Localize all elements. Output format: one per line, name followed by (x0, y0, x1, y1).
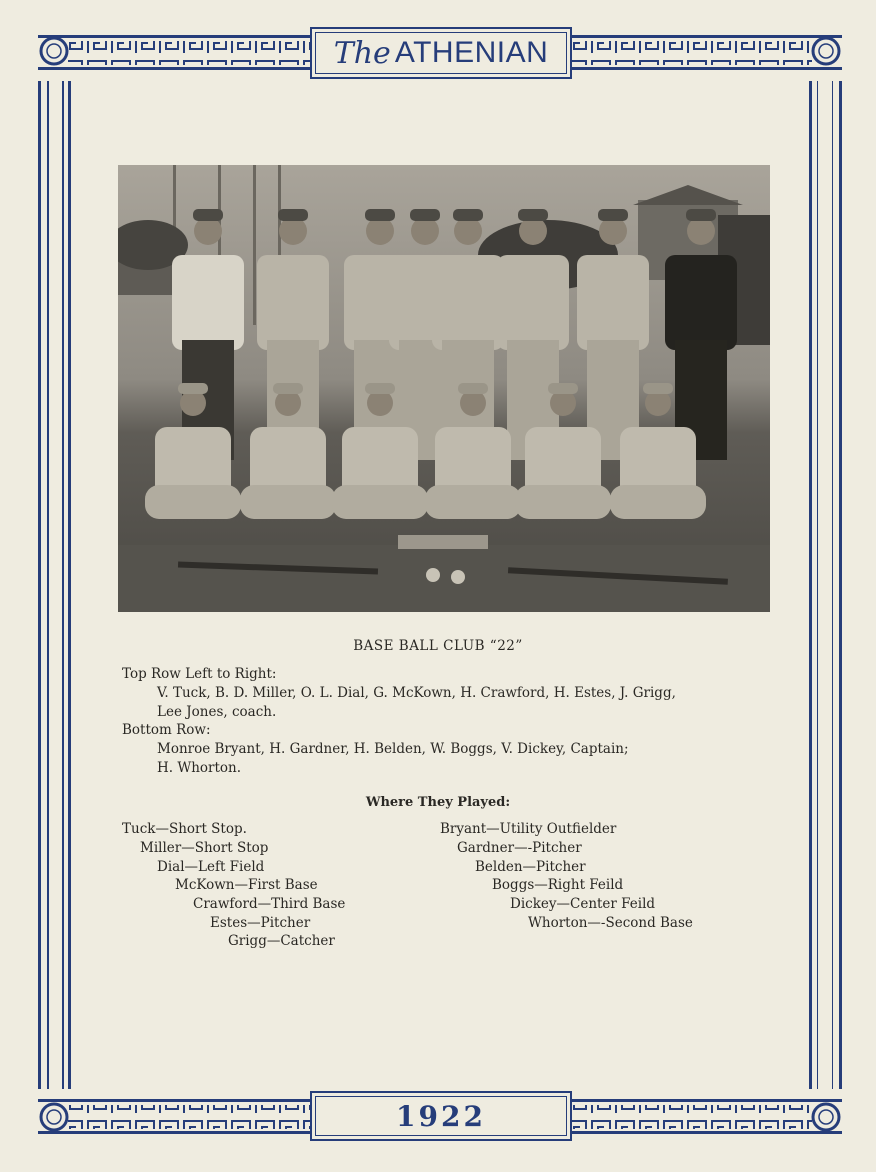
masthead (310, 27, 572, 79)
position-entry: Tuck—Short Stop. (122, 821, 247, 837)
top-row-heading: Top Row Left to Right: (122, 666, 277, 682)
bottom-row-heading: Bottom Row: (122, 722, 211, 738)
masthead-title: ATHENIAN (394, 36, 549, 69)
bottom-row-names (157, 740, 757, 778)
position-entry: Belden—Pitcher (475, 859, 586, 875)
top-row-line-1: V. Tuck, B. D. Miller, O. L. Dial, G. McKown, H. Crawford, H. Estes, J. Grigg, (157, 685, 676, 701)
bottom-row-line-2: H. Whorton. (157, 760, 242, 776)
position-entry: Estes—Pitcher (210, 915, 311, 931)
club-title: BASE BALL CLUB “22” (353, 638, 523, 654)
position-entry: Boggs—Right Feild (492, 877, 624, 893)
year-plate (310, 1091, 572, 1141)
where-they-played-title: Where They Played: (365, 795, 511, 810)
position-entry: Dickey—Center Feild (510, 896, 656, 912)
year-label: 1922 (396, 1099, 486, 1133)
top-row-names (157, 684, 757, 722)
position-entry: McKown—First Base (175, 877, 318, 893)
position-entry: Dial—Left Field (157, 859, 265, 875)
position-entry: Grigg—Catcher (228, 933, 335, 949)
bottom-row-line-1: Monroe Bryant, H. Gardner, H. Belden, W. Boggs, V. Dickey, Captain; (157, 741, 629, 757)
top-row-line-2: Lee Jones, coach. (157, 704, 277, 720)
position-entry: Gardner—-Pitcher (457, 840, 582, 856)
position-entry: Crawford—Third Base (193, 896, 346, 912)
team-photo (118, 165, 770, 612)
masthead-prefix: The (333, 35, 391, 71)
position-entry: Bryant—Utility Outfielder (440, 821, 617, 837)
position-entry: Miller—Short Stop (140, 840, 269, 856)
position-entry: Whorton—-Second Base (528, 915, 693, 931)
